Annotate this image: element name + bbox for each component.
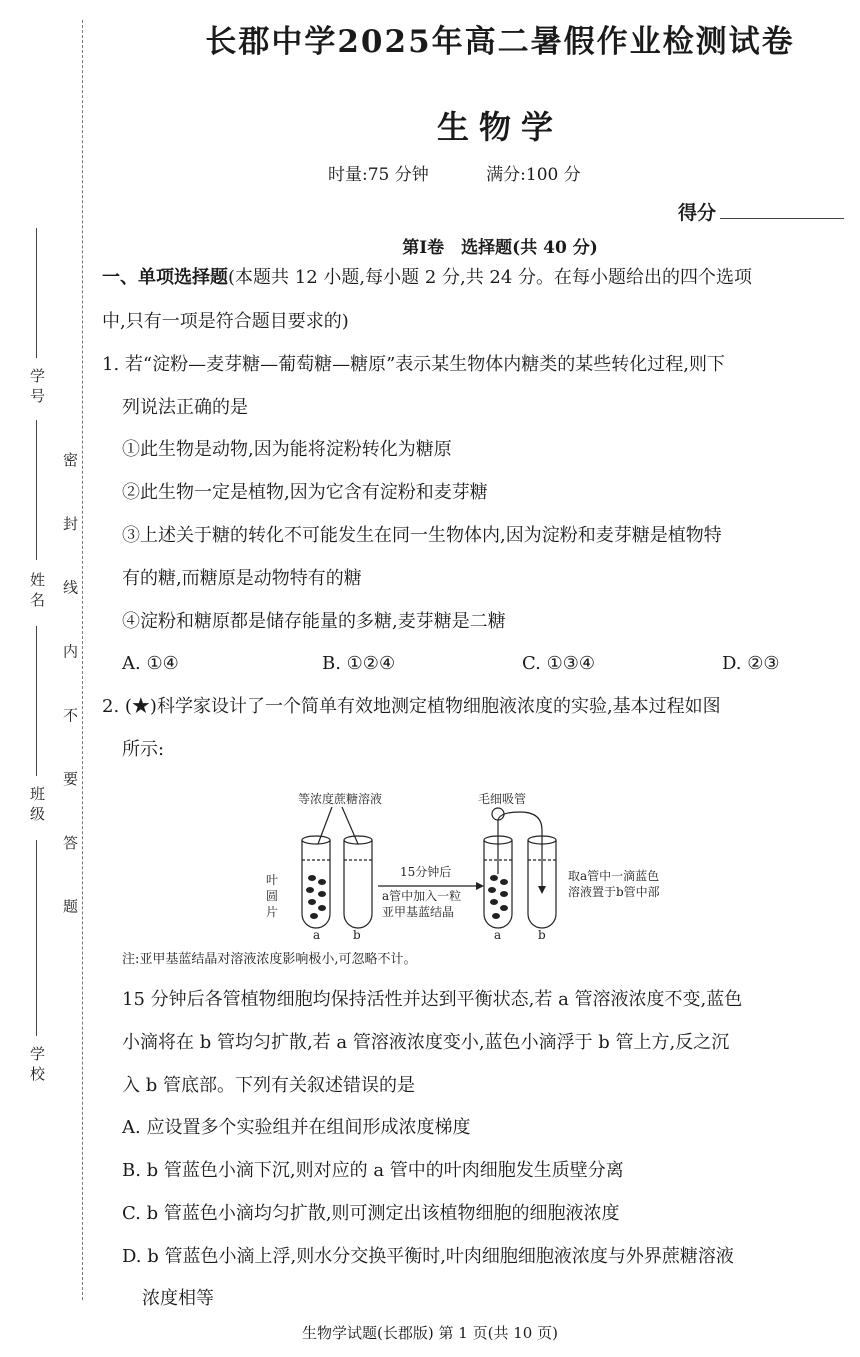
score-blank[interactable] <box>720 218 844 219</box>
school-label: 学 校 <box>28 1046 46 1081</box>
binding-dash-line <box>82 20 83 1300</box>
subject-title: 生物学 <box>436 108 563 146</box>
q2-option-d-cont: 浓度相等 <box>142 1288 214 1309</box>
arrow-label-top: 15分钟后 <box>400 865 452 879</box>
q2-paragraph-3: 入 b 管底部。下列有关叙述错误的是 <box>122 1075 415 1096</box>
q2-option-d[interactable]: D. b 管蓝色小滴上浮,则水分交换平衡时,叶肉细胞细胞液浓度与外界蔗糖溶液 <box>122 1246 734 1267</box>
label-sucrose-solution: 等浓度蔗糖溶液 <box>298 792 383 806</box>
class-label: 班 级 <box>28 786 46 821</box>
section-desc: (本题共 12 小题,每小题 2 分,共 24 分。在每小题给出的四个选项 <box>228 267 753 288</box>
q1-option-c[interactable]: C. ①③④ <box>522 653 595 674</box>
capillary-pipette <box>498 812 542 882</box>
school-line <box>36 840 37 1036</box>
q2-option-c[interactable]: C. b 管蓝色小滴均匀扩散,则可测定出该植物细胞的细胞液浓度 <box>122 1203 620 1224</box>
exam-title: 长郡中学2025年高二暑假作业检测试卷 <box>205 24 795 60</box>
q2-option-a[interactable]: A. 应设置多个实验组并在组间形成浓度梯度 <box>122 1117 471 1138</box>
tube-b-label-1: b <box>353 928 361 942</box>
q2-option-b[interactable]: B. b 管蓝色小滴下沉,则对应的 a 管中的叶肉细胞发生质壁分离 <box>122 1160 624 1181</box>
section-title: 一、单项选择题 <box>102 267 228 288</box>
figure-note: 注:亚甲基蓝结晶对溶液浓度影响极小,可忽略不计。 <box>122 952 417 967</box>
full-score: 满分:100 分 <box>486 165 581 185</box>
label-leaf-1: 叶 <box>266 873 279 887</box>
student-no-line <box>36 228 37 358</box>
q1-statement-1: ①此生物是动物,因为能将淀粉转化为糖原 <box>122 439 452 460</box>
q2-paragraph-1: 15 分钟后各管植物细胞均保持活性并达到平衡状态,若 a 管溶液浓度不变,蓝色 <box>122 989 743 1010</box>
q1-statement-3: ③上述关于糖的转化不可能发生在同一生物体内,因为淀粉和麦芽糖是植物特 <box>122 525 722 546</box>
part-heading: 第Ⅰ卷 选择题(共 40 分) <box>402 238 598 258</box>
q2-stem: 2. (★)科学家设计了一个简单有效地测定植物细胞液浓度的实验,基本过程如图 <box>102 696 721 717</box>
experiment-figure <box>250 782 720 947</box>
time-limit: 时量:75 分钟 <box>328 165 429 185</box>
label-capillary: 毛细吸管 <box>478 792 527 806</box>
tube-a-label-1: a <box>313 928 321 942</box>
q2-stem-cont: 所示: <box>122 739 165 760</box>
tube-b-left <box>344 840 372 928</box>
class-line <box>36 626 37 776</box>
section-desc-cont: 中,只有一项是符合题目要求的) <box>102 311 349 332</box>
score-label: 得分 <box>678 202 717 224</box>
q1-option-a[interactable]: A. ①④ <box>122 653 179 674</box>
student-no-label: 学 号 <box>28 368 46 403</box>
q1-statement-3-cont: 有的糖,而糖原是动物特有的糖 <box>122 568 362 589</box>
q1-stem: 1. 若“淀粉—麦芽糖—葡萄糖—糖原”表示某生物体内糖类的某些转化过程,则下 <box>102 354 726 375</box>
arrow-label-bottom-1: a管中加入一粒 <box>382 889 462 903</box>
q1-statement-4: ④淀粉和糖原都是储存能量的多糖,麦芽糖是二糖 <box>122 611 506 632</box>
name-line <box>36 420 37 560</box>
tube-a-label-2: a <box>494 928 502 942</box>
q1-option-d[interactable]: D. ②③ <box>722 653 780 674</box>
arrow-label-bottom-2: 亚甲基蓝结晶 <box>382 905 455 919</box>
label-leaf-3: 片 <box>266 905 279 919</box>
q2-paragraph-2: 小滴将在 b 管均匀扩散,若 a 管溶液浓度变小,蓝色小滴浮于 b 管上方,反之沉 <box>122 1032 730 1053</box>
label-leaf-2: 圆 <box>266 889 279 903</box>
seal-line-notice: 密 封 线 内 不 要 答 题 <box>61 452 79 936</box>
q1-statement-2: ②此生物一定是植物,因为它含有淀粉和麦芽糖 <box>122 482 488 503</box>
q1-option-b[interactable]: B. ①②④ <box>322 653 396 674</box>
q1-stem-cont: 列说法正确的是 <box>122 397 248 418</box>
exam-info <box>328 160 633 185</box>
page-footer: 生物学试题(长郡版) 第 1 页(共 10 页) <box>302 1324 558 1342</box>
right-label-1: 取a管中一滴蓝色 <box>568 869 660 883</box>
section-heading <box>102 266 752 290</box>
right-label-2: 溶液置于b管中部 <box>568 885 660 899</box>
name-label: 姓 名 <box>28 572 46 607</box>
tube-b-label-2: b <box>538 928 546 942</box>
